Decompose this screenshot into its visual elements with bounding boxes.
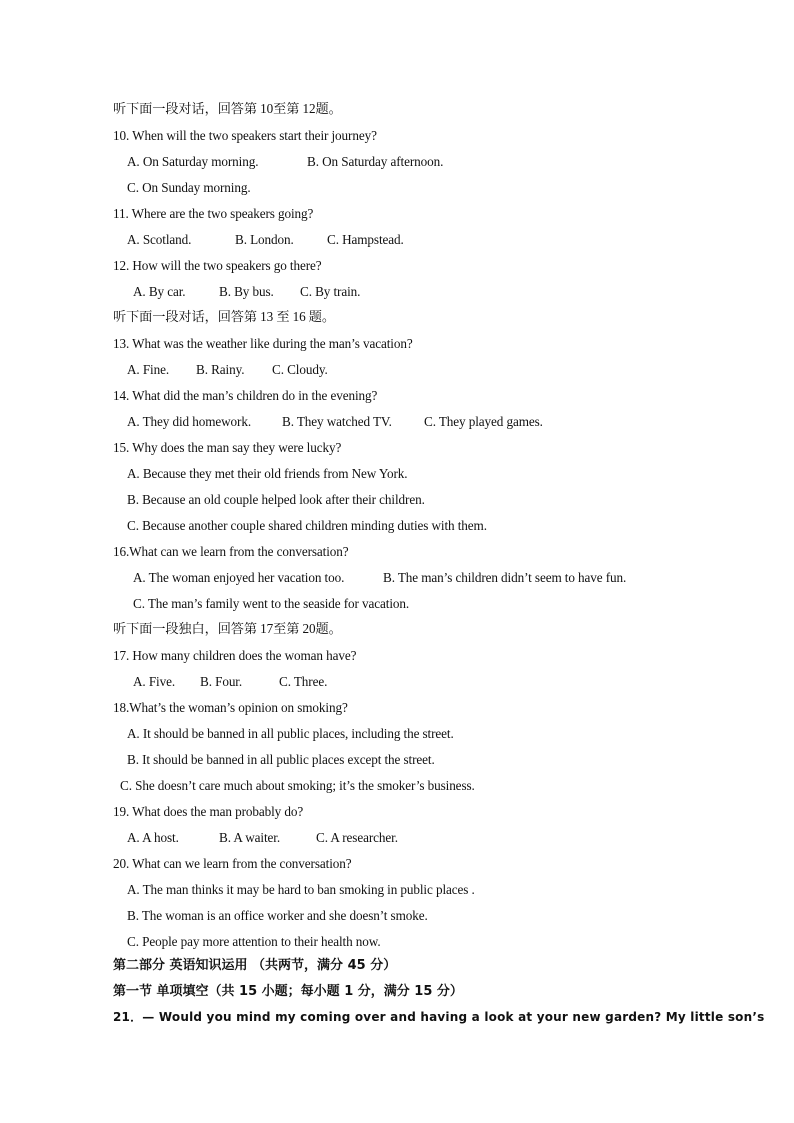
option-19b: B. A waiter. <box>219 830 281 845</box>
option-17b: B. Four. <box>200 674 243 689</box>
option-16a: A. The woman enjoyed her vacation too. <box>133 570 345 585</box>
question-11-options <box>127 231 404 249</box>
option-20a: A. The man thinks it may be hard to ban smoking in public places . <box>127 882 475 897</box>
question-14-options <box>127 413 543 431</box>
option-10a: A. On Saturday morning. <box>127 154 259 169</box>
option-13b: B. Rainy. <box>196 362 245 377</box>
option-14c: C. They played games. <box>424 414 543 429</box>
question-10-stem: 10. When will the two speakers start their journey? <box>113 128 377 143</box>
question-11-stem: 11. Where are the two speakers going? <box>113 206 314 221</box>
question-13-stem: 13. What was the weather like during the man’s vacation? <box>113 336 413 351</box>
question-13-options <box>127 361 328 379</box>
option-17c: C. Three. <box>279 674 328 689</box>
question-17-stem: 17. How many children does the woman have? <box>113 648 357 663</box>
option-12b: B. By bus. <box>219 284 274 299</box>
option-18a: A. It should be banned in all public places, including the street. <box>127 726 454 741</box>
question-18-stem: 18.What’s the woman’s opinion on smoking? <box>113 700 348 715</box>
option-12c: C. By train. <box>300 284 361 299</box>
option-10c: C. On Sunday morning. <box>127 180 251 195</box>
option-15c: C. Because another couple shared children minding duties with them. <box>127 518 487 533</box>
question-14-stem: 14. What did the man’s children do in the evening? <box>113 388 378 403</box>
option-14a: A. They did homework. <box>127 414 252 429</box>
option-16b: B. The man’s children didn’t seem to have fun. <box>383 570 627 585</box>
question-17-options <box>133 673 327 691</box>
option-16c: C. The man’s family went to the seaside for vacation. <box>133 596 410 611</box>
option-14b: B. They watched TV. <box>282 414 392 429</box>
instruction-17-20: 听下面一段独白，回答第 17至第 20题。 <box>113 621 342 636</box>
question-19-options <box>127 829 398 847</box>
part2-heading: 第二部分 英语知识运用 （共两节，满分 45 分） <box>113 958 397 973</box>
option-11b: B. London. <box>235 232 294 247</box>
question-21-stem: 21．— Would you mind my coming over and having a look at your new garden? My little son’s <box>113 1010 765 1024</box>
option-20c: C. People pay more attention to their health now. <box>127 934 381 949</box>
question-19-stem: 19. What does the man probably do? <box>113 804 304 819</box>
option-12a: A. By car. <box>133 284 186 299</box>
option-10b: B. On Saturday afternoon. <box>307 154 444 169</box>
question-16-stem: 16.What can we learn from the conversation? <box>113 544 349 559</box>
option-11c: C. Hampstead. <box>327 232 404 247</box>
option-11a: A. Scotland. <box>127 232 192 247</box>
question-12-stem: 12. How will the two speakers go there? <box>113 258 322 273</box>
instruction-13-16: 听下面一段对话，回答第 13 至 16 题。 <box>113 309 335 324</box>
option-20b: B. The woman is an office worker and she doesn’t smoke. <box>127 908 428 923</box>
option-19c: C. A researcher. <box>316 830 398 845</box>
section1-heading: 第一节 单项填空（共 15 小题；每小题 1 分，满分 15 分） <box>113 984 463 999</box>
question-15-stem: 15. Why does the man say they were lucky? <box>113 440 342 455</box>
option-13c: C. Cloudy. <box>272 362 328 377</box>
option-13a: A. Fine. <box>127 362 170 377</box>
question-20-stem: 20. What can we learn from the conversation? <box>113 856 352 871</box>
option-18c: C. She doesn’t care much about smoking; it’s the smoker’s business. <box>120 778 475 793</box>
option-19a: A. A host. <box>127 830 179 845</box>
question-16-options-row1 <box>133 569 626 587</box>
option-17a: A. Five. <box>133 674 176 689</box>
option-15b: B. Because an old couple helped look after their children. <box>127 492 425 507</box>
option-15a: A. Because they met their old friends from New York. <box>127 466 408 481</box>
question-10-options-row1 <box>127 153 443 171</box>
instruction-10-12: 听下面一段对话，回答第 10至第 12题。 <box>113 101 342 116</box>
option-18b: B. It should be banned in all public places except the street. <box>127 752 435 767</box>
question-12-options <box>133 283 360 301</box>
